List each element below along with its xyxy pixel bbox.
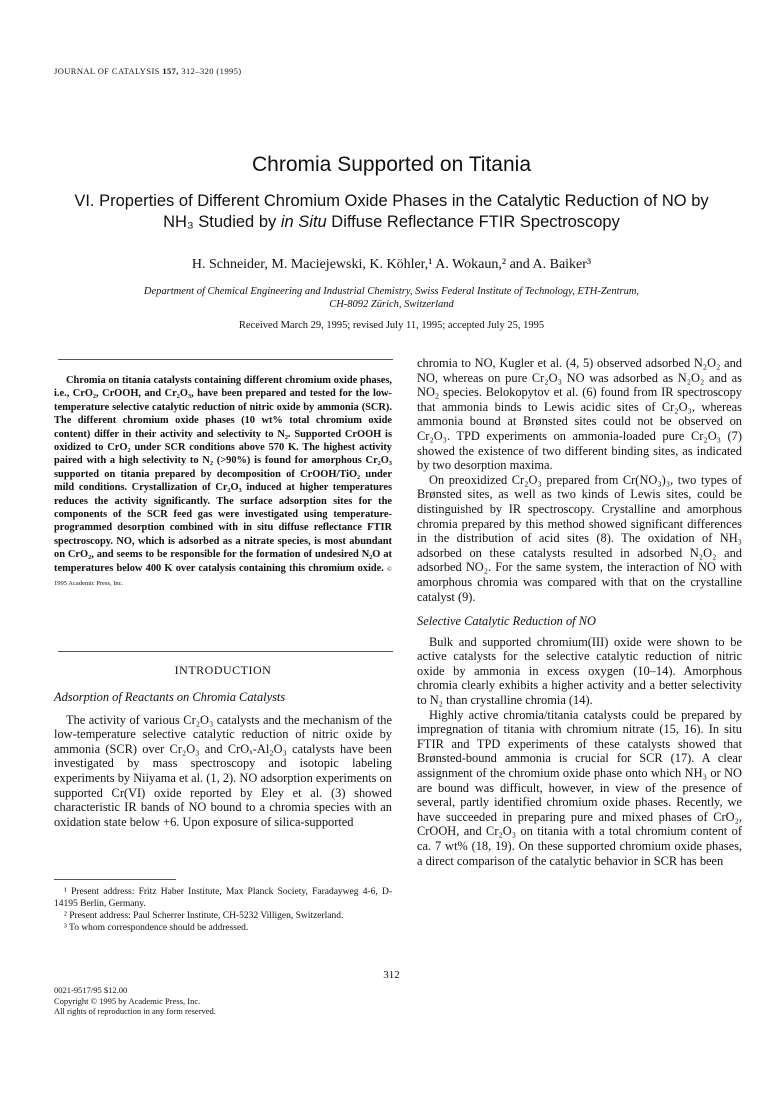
affiliation bbox=[90, 285, 693, 311]
paper-title: Chromia Supported on Titania bbox=[252, 153, 531, 176]
copyright-line-2: Copyright © 1995 by Academic Press, Inc. bbox=[54, 995, 201, 1006]
right-paragraph-4: Highly active chromia/titania catalysts could be prepared by impregnation of titania with chromium nitrate (15, 16). In situ FTIR and TPD experiments of these catalysts showed that Brønsted-bound ammonia is crucial for SCR (17). A clear assignment of the chromium oxide phase onto which NH₃ or NO are bound was difficult, however, in view of the presence of several, partly identified chromium oxide phases. Recently, we have succeeded in preparing pure and mixed phases of CrO₂, CrOOH, and Cr₂O₃ on titania with a total chromium content of ca. 7 wt% (18, 19). On these supported chromium oxide phases, a direct comparison of the catalytic behavior in SCR has been bbox=[417, 707, 742, 868]
paper-subtitle bbox=[60, 191, 723, 233]
journal-pages: 312–320 (1995) bbox=[181, 66, 242, 76]
abstract-text: Chromia on titania catalysts containing different chromium oxide phases, i.e., CrO₂, CrOOH, and Cr₂O₃, have been prepared and tested for the low-temperature selective catalytic reduction of nitric oxide by ammonia (SCR). The different chromium oxide phases (10 wt% total chromium oxide content) differ in their activity and selectivity to N₂. Supported CrOOH is oxidized to CrO₂ under SCR conditions above 570 K. The highest activity paired with a high selectivity to N₂ (>90%) is found for amorphous Cr₂O₃ supported on titania prepared by decomposition of CrOOH/TiO₂ under mild conditions. Crystallization of Cr₂O₃ induced at higher temperatures reduces the activity significantly. The surface adsorption sites for the components of the SCR feed gas were investigated using temperature-programmed desorption combined with in situ diffuse reflectance FTIR spectroscopy. NO, which is adsorbed as a nitrate species, is most abundant on CrO₂, and seems to be responsible for the formation of undesired N₂O at temperatures below 400 K over catalysis containing this chromium oxide. bbox=[54, 375, 392, 574]
subtitle-part-a: NH₃ Studied by bbox=[163, 213, 281, 231]
subtitle-part-b: in Situ bbox=[280, 213, 327, 231]
right-paragraph-continued: chromia to NO, Kugler et al. (4, 5) observed adsorbed N₂O₂ and NO, whereas on pure Cr₂O₃ NO was adsorbed as N₂O₂ and as NO₂ species. Belokopytov et al. (6) found from IR spectroscopy that ammonia binds to Lewis acidic sites of Cr₂O₃, whereas ammonia bound at Brønsted sites could not be observed on Cr₂O₃. TPD experiments on ammonia-loaded pure Cr₂O₃ (7) showed the existence of two different binding sites, as indicated by two desorption maxima. bbox=[417, 356, 742, 473]
subtitle-part-c: Diffuse Reflectance FTIR Spectroscopy bbox=[326, 213, 620, 231]
intro-paragraph-1: The activity of various Cr₂O₃ catalysts and the mechanism of the low-temperature selective catalytic reduction of nitric oxide by ammonia (SCR) over Cr₂O₃ and CrOₓ-Al₂O₃ catalysts have been investigated by mass spectroscopy and isotopic labeling experiments by Niiyama et al. (1, 2). NO adsorption experiments on supported Cr(VI) oxide reported by Eley et al. (3) showed characteristic IR bands of NO bound to a chromia species with an oxidation state below +6. Upon exposure of silica-supported bbox=[54, 712, 392, 829]
received-dates: Received March 29, 1995; revised July 11, 1995; accepted July 25, 1995 bbox=[238, 320, 545, 331]
right-paragraph-2: On preoxidized Cr₂O₃ prepared from Cr(NO₃)₃, two types of Brønsted sites, as well as two kinds of Lewis sites, could be distinguished by IR spectroscopy. Crystalline and amorphous chromia prepared by this method showed significant differences in the distribution of acid sites (8). The oxidation of NH₃ adsorbed on these catalysts resulted in adsorbed N₂O₂ and adsorbed NO₂. For the same system, the interaction of NO with amorphous chromia was compared with that on the crystalline catalyst (9). bbox=[417, 472, 742, 604]
journal-name: JOURNAL OF CATALYSIS bbox=[54, 66, 160, 76]
copyright-block bbox=[54, 985, 216, 1017]
subtitle-line-1: VI. Properties of Different Chromium Oxide Phases in the Catalytic Reduction of NO by bbox=[74, 192, 709, 210]
footnotes bbox=[54, 886, 392, 934]
author-list: H. Schneider, M. Maciejewski, K. Köhler,¹ A. Wokaun,² and A. Baiker³ bbox=[191, 257, 592, 272]
journal-header bbox=[54, 66, 242, 76]
affiliation-line-2: CH-8092 Zürich, Switzerland bbox=[329, 299, 454, 310]
abstract-copyright: © 1995 Academic Press, Inc. bbox=[54, 565, 392, 588]
scr-subheading: Selective Catalytic Reduction of NO bbox=[417, 614, 596, 629]
abstract-top-rule bbox=[58, 359, 393, 360]
abstract bbox=[54, 374, 392, 591]
footnote-1: ¹ Present address: Fritz Haber Institute, Max Planck Society, Faradayweg 4-6, D-14195 Berlin, Germany. bbox=[54, 887, 392, 909]
footnote-3: ³ To whom correspondence should be addressed. bbox=[64, 923, 249, 933]
intro-subheading: Adsorption of Reactants on Chromia Catalysts bbox=[54, 690, 286, 704]
subtitle-line-2 bbox=[60, 212, 723, 233]
abstract-bottom-rule bbox=[58, 651, 393, 652]
footnote-2: ² Present address: Paul Scherrer Institute, CH-5232 Villigen, Switzerland. bbox=[64, 911, 344, 921]
copyright-line-3: All rights of reproduction in any form reserved. bbox=[54, 1006, 216, 1016]
page-number: 312 bbox=[383, 969, 400, 981]
journal-volume: 157, bbox=[162, 66, 179, 76]
affiliation-line-1: Department of Chemical Engineering and Industrial Chemistry, Swiss Federal Institute of Technology, ETH-Zentrum, bbox=[143, 286, 640, 297]
left-column bbox=[54, 690, 392, 829]
introduction-heading: INTRODUCTION bbox=[174, 663, 272, 677]
right-paragraph-3: Bulk and supported chromium(III) oxide were shown to be active catalysts for the selective catalytic reduction of nitric oxide by ammonia in excess oxygen (10–14). Amorphous chromia clearly exhibits a higher activity and a better selectivity to N₂ than crystalline chromia (14). bbox=[417, 634, 742, 708]
footnote-rule bbox=[54, 879, 176, 880]
copyright-line-1: 0021-9517/95 $12.00 bbox=[54, 985, 128, 995]
right-column bbox=[417, 356, 742, 868]
